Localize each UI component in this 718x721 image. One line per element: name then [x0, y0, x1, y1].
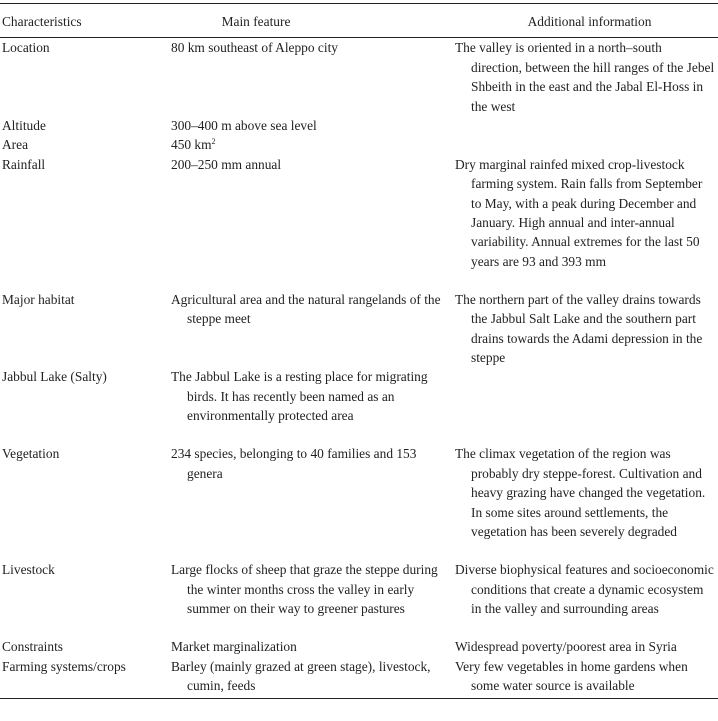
row-characteristic: Location — [2, 40, 50, 56]
row-characteristic: Major habitat — [2, 291, 75, 307]
row-main-feature: 300–400 m above sea level — [171, 118, 317, 134]
table-row — [0, 560, 718, 637]
row-characteristic: Vegetation — [2, 446, 60, 462]
table-row — [0, 155, 718, 290]
row-additional-info: The climax vegetation of the region was probably dry steppe-forest. Cultivation and heavy grazing have changed the vegetation. In some sites around settlements, the vegetation has been severely degraded — [455, 446, 706, 540]
row-main-feature: Barley (mainly grazed at green stage), livestock, cumin, feeds — [171, 658, 431, 694]
table-row — [0, 116, 718, 135]
table-row — [0, 135, 718, 154]
row-main-feature: 234 species, belonging to 40 families and 153 genera — [171, 446, 417, 481]
row-characteristic: Livestock — [2, 562, 55, 578]
row-characteristic: Area — [2, 137, 29, 153]
header-additional-information: Additional information — [453, 4, 718, 38]
row-characteristic: Rainfall — [2, 156, 46, 172]
row-main-feature: Large flocks of sheep that graze the steppe during the winter months cross the valley in early summer on their way to greener pastures — [171, 562, 438, 617]
row-additional-info: Dry marginal rainfed mixed crop-livestock farming system. Rain falls from September to May, with a peak during December and January. High annual and inter-annual variability. Annual extremes for the last 50 years are 93 and 393 mm — [455, 156, 703, 269]
table-row — [0, 290, 718, 368]
header-main-feature: Main feature — [169, 4, 453, 38]
row-main-feature: The Jabbul Lake is a resting place for migrating birds. It has recently been named as an environmentally protected area — [171, 369, 428, 424]
row-main-feature: 80 km southeast of Aleppo city — [171, 40, 338, 56]
table-row — [0, 38, 718, 116]
table-row — [0, 444, 718, 560]
row-characteristic: Constraints — [2, 639, 64, 655]
row-main-feature: 200–250 mm annual — [171, 156, 282, 172]
row-characteristic: Jabbul Lake (Salty) — [2, 369, 107, 385]
characteristics-table — [0, 3, 718, 699]
superscript: 2 — [211, 137, 216, 147]
table-row — [0, 657, 718, 698]
row-characteristic: Farming systems/crops — [0, 657, 169, 698]
row-additional-info: Diverse biophysical features and socioeconomic conditions that create a dynamic ecosystem in the valley and surrounding areas — [455, 562, 714, 617]
row-additional-info: The northern part of the valley drains towards the Jabbul Salt Lake and the southern part drains towards the Adami depression in the steppe — [455, 291, 703, 366]
row-additional-info: Widespread poverty/poorest area in Syria — [455, 639, 677, 655]
table-header-row — [0, 4, 718, 38]
table-row — [0, 367, 718, 444]
row-main-feature: Market marginalization — [171, 639, 297, 655]
header-characteristics: Characteristics — [0, 4, 169, 38]
row-characteristic: Altitude — [2, 118, 46, 134]
row-additional-info: The valley is oriented in a north–south direction, between the hill ranges of the Jebel Shbeith in the east and the Jabal El-Hoss in the west — [455, 40, 715, 114]
row-main-feature: Agricultural area and the natural rangelands of the steppe meet — [171, 291, 441, 327]
row-main-feature: 450 km — [171, 137, 212, 153]
row-additional-info: Very few vegetables in home gardens when some water source is available — [455, 658, 688, 694]
table-row — [0, 637, 718, 656]
